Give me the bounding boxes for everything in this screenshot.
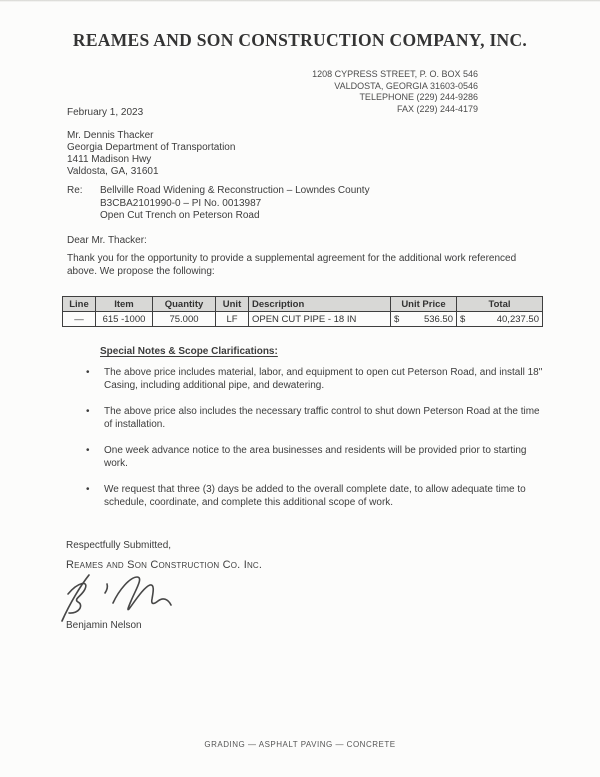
bullet-text: We request that three (3) days be added to the overall complete date, to allow adequate time to schedule, coordinate, and complete this additional scope of work. <box>104 484 526 508</box>
footer-tagline: GRADING — ASPHALT PAVING — CONCRETE <box>204 740 396 749</box>
table-header-row <box>63 297 543 312</box>
signer-name: Benjamin Nelson <box>66 620 142 631</box>
company-name: REAMES AND SON CONSTRUCTION COMPANY, INC. <box>72 30 528 50</box>
letter-date: February 1, 2023 <box>67 107 144 118</box>
bullet-text: The above price includes material, labor, and equipment to open cut Peterson Road, and install 18" Casing, including additional pipe, and dewatering. <box>104 367 543 391</box>
col-header-description: Description <box>249 297 391 312</box>
intro-paragraph: Thank you for the opportunity to provide a supplemental agreement for the additional work referenced above. We propose the following: <box>67 253 517 277</box>
signature-company-line: Reames and Son Construction Co. Inc. <box>66 559 263 571</box>
bullet-text: One week advance notice to the area businesses and residents will be provided prior to starting work. <box>104 445 527 469</box>
currency-symbol: $ <box>460 313 466 325</box>
recipient-line: Valdosta, GA, 31601 <box>67 166 159 177</box>
col-header-unit: Unit <box>216 297 249 312</box>
col-header-item: Item <box>96 297 153 312</box>
re-line: Bellville Road Widening & Reconstruction – Lowndes County <box>100 185 370 196</box>
list-item <box>86 405 543 431</box>
company-address-line: TELEPHONE (229) 244-9286 <box>359 92 478 102</box>
cell-unit-price <box>391 312 457 327</box>
list-item <box>86 483 543 509</box>
handwritten-signature-icon <box>56 572 176 624</box>
re-block <box>67 185 370 223</box>
col-header-line: Line <box>63 297 96 312</box>
cell-quantity: 75.000 <box>153 312 216 327</box>
cell-description: OPEN CUT PIPE - 18 IN <box>249 312 391 327</box>
unit-price-value: 536.50 <box>423 313 453 325</box>
col-header-quantity: Quantity <box>153 297 216 312</box>
salutation: Dear Mr. Thacker: <box>67 235 147 246</box>
re-line: Open Cut Trench on Peterson Road <box>100 210 260 221</box>
cell-unit: LF <box>216 312 249 327</box>
cell-line: — <box>63 312 96 327</box>
notes-heading: Special Notes & Scope Clarifications: <box>100 346 278 357</box>
bullet-icon: • <box>86 484 90 495</box>
recipient-block <box>67 130 235 178</box>
bullet-icon: • <box>86 406 90 417</box>
bullet-icon: • <box>86 445 90 456</box>
company-address-line: VALDOSTA, GEORGIA 31603-0546 <box>334 80 478 91</box>
list-item <box>86 444 543 470</box>
bullet-text: The above price also includes the necessary traffic control to shut down Peterson Road at the time of installation. <box>104 406 540 430</box>
currency-symbol: $ <box>394 313 400 325</box>
company-address-line: FAX (229) 244-4179 <box>396 103 478 114</box>
re-lines <box>100 185 370 223</box>
col-header-unit-price: Unit Price <box>391 297 457 312</box>
col-header-total: Total <box>457 297 543 312</box>
table-row <box>63 312 543 327</box>
re-label: Re: <box>67 185 83 196</box>
recipient-line: Georgia Department of Transportation <box>67 142 236 153</box>
recipient-line: Mr. Dennis Thacker <box>67 130 154 141</box>
closing-line: Respectfully Submitted, <box>66 540 172 551</box>
company-address-line: 1208 CYPRESS STREET, P. O. BOX 546 <box>312 69 478 79</box>
recipient-line: 1411 Madison Hwy <box>67 154 152 165</box>
pricing-table <box>62 296 543 327</box>
total-value: 40,237.50 <box>496 313 539 325</box>
cell-item: 615 -1000 <box>96 312 153 327</box>
notes-bullet-list <box>86 366 543 522</box>
bullet-icon: • <box>86 367 90 378</box>
re-line: B3CBA2101990-0 – PI No. 0013987 <box>100 197 262 209</box>
cell-total <box>457 312 543 327</box>
list-item <box>86 366 543 392</box>
